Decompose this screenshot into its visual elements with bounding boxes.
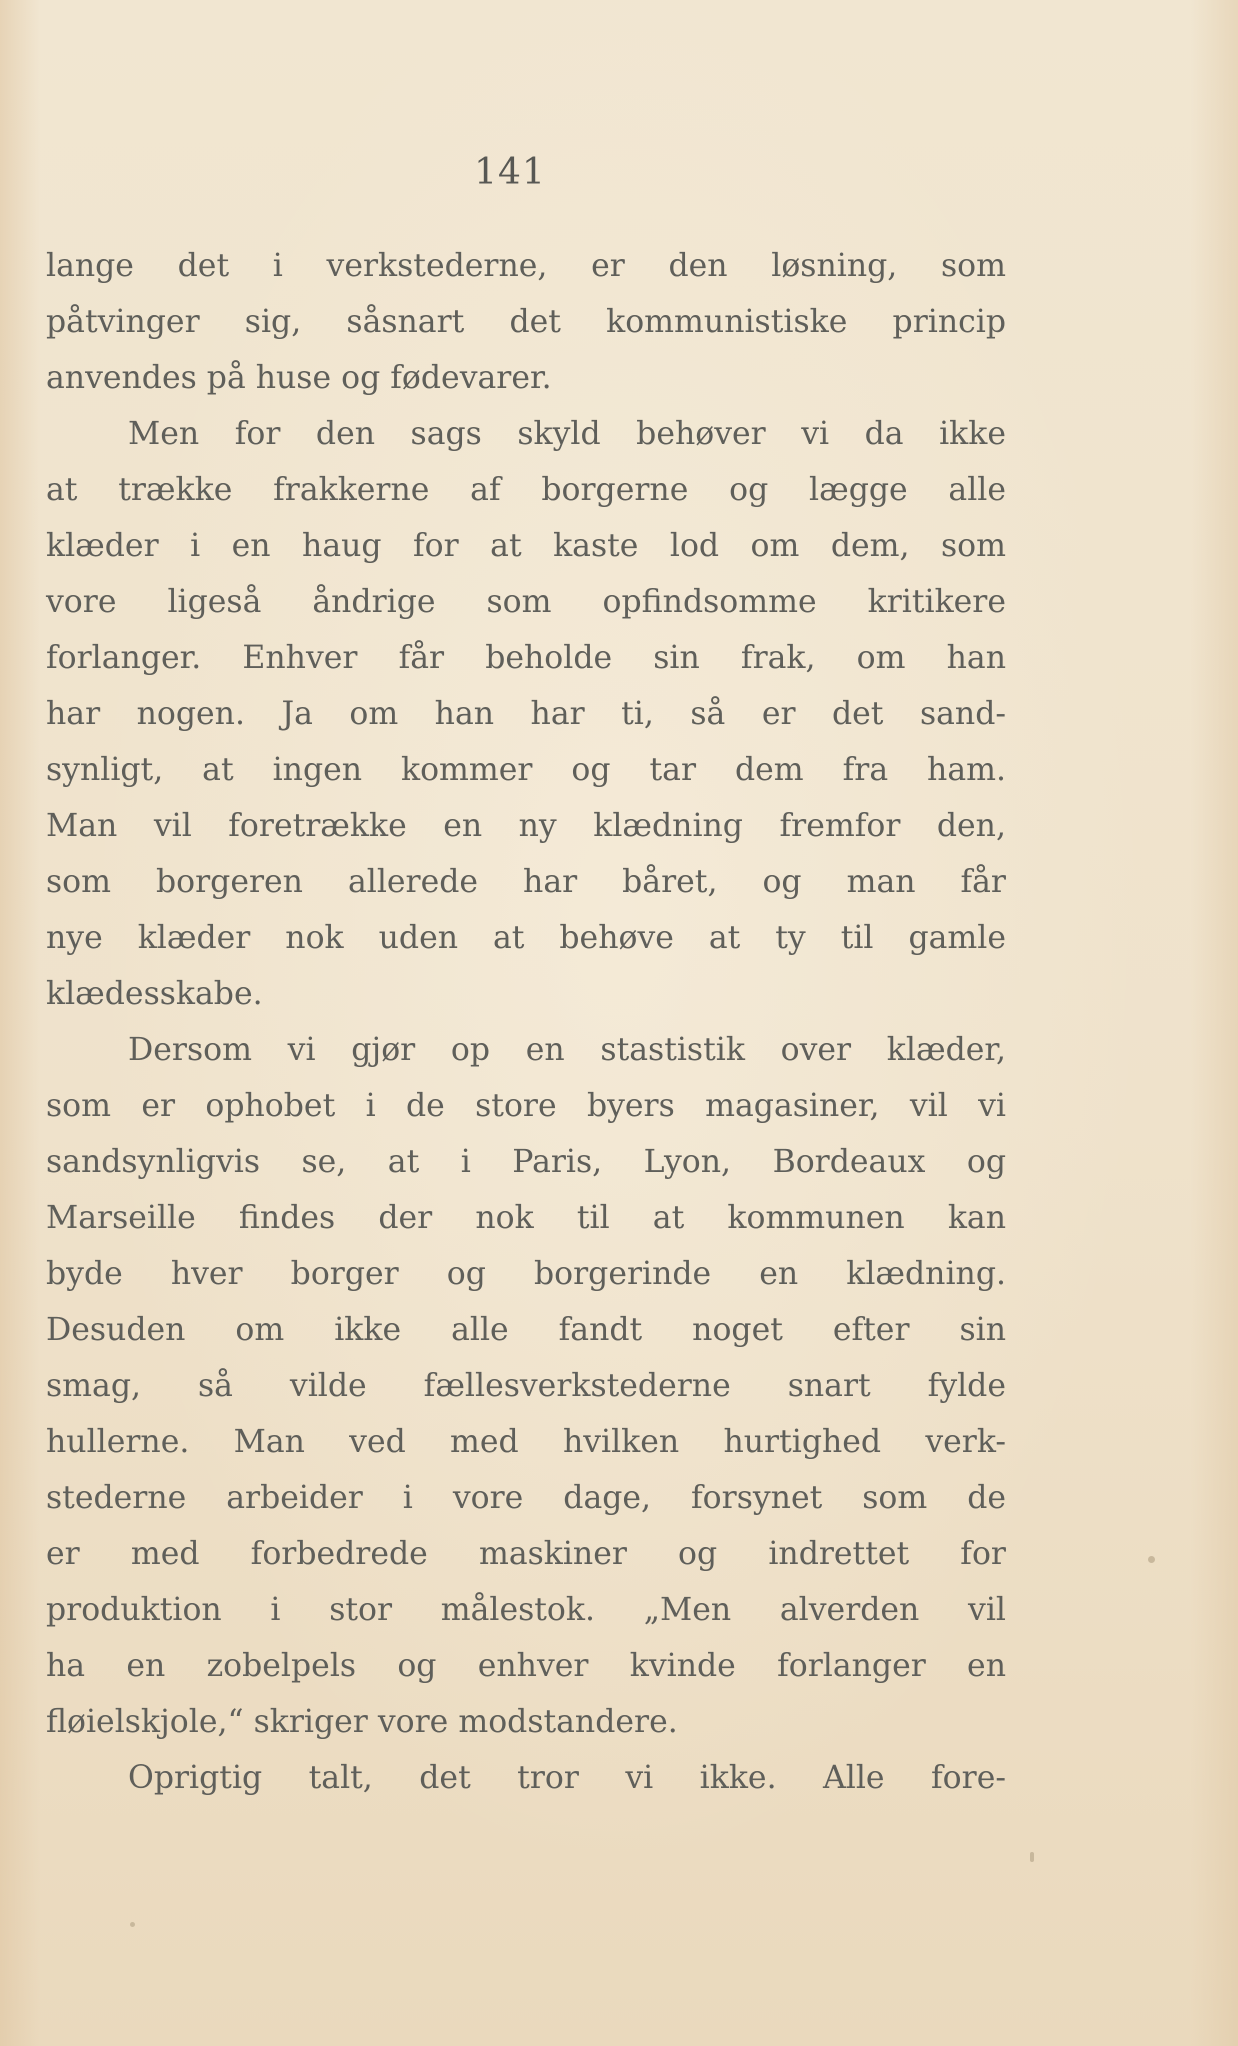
text-line: vore ligeså åndrige som opfindsomme kritikere [46,584,1006,620]
text-line: Dersom vi gjør op en stastistik over klæder, [128,1032,1006,1068]
text-line: Man vil foretrække en ny klædning fremfor den, [46,808,1006,844]
page-number: 141 [474,152,546,193]
text-line: er med forbedrede maskiner og indrettet for [46,1536,1006,1572]
text-line: nye klæder nok uden at behøve at ty til gamle [46,920,1006,956]
text-line: har nogen. Ja om han har ti, så er det sand- [46,696,1006,732]
text-line: sandsynligvis se, at i Paris, Lyon, Bordeaux og [46,1144,1006,1180]
text-line: Desuden om ikke alle fandt noget efter sin [46,1312,1006,1348]
text-line: produktion i stor målestok. „Men alverden vil [46,1592,1006,1628]
text-line: synligt, at ingen kommer og tar dem fra ham. [46,752,1006,788]
paper-speck [130,1922,135,1927]
text-line: fløielskjole,“ skriger vore modstandere. [46,1704,678,1740]
text-line: at trække frakkerne af borgerne og lægge alle [46,472,1006,508]
text-line: anvendes på huse og fødevarer. [46,360,552,396]
paper-speck [1148,1556,1155,1563]
text-line: byde hver borger og borgerinde en klædning. [46,1256,1006,1292]
text-line: som borgeren allerede har båret, og man får [46,864,1006,900]
text-line: ha en zobelpels og enhver kvinde forlanger en [46,1648,1006,1684]
text-line: klædesskabe. [46,976,263,1012]
text-line: stederne arbeider i vore dage, forsynet som de [46,1480,1006,1516]
text-line: som er ophobet i de store byers magasiner, vil vi [46,1088,1006,1124]
text-line: Oprigtig talt, det tror vi ikke. Alle fore- [128,1760,1006,1796]
text-line: smag, så vilde fællesverkstederne snart fylde [46,1368,1006,1404]
text-line: påtvinger sig, såsnart det kommunistiske princip [46,304,1006,340]
body-text [46,238,1006,1806]
text-line: Men for den sags skyld behøver vi da ikke [128,416,1006,452]
text-line: forlanger. Enhver får beholde sin frak, om han [46,640,1006,676]
text-line: klæder i en haug for at kaste lod om dem, som [46,528,1006,564]
paper-speck [1030,1852,1034,1862]
text-line: hullerne. Man ved med hvilken hurtighed verk- [46,1424,1006,1460]
text-line: lange det i verkstederne, er den løsning, som [46,248,1006,284]
text-line: Marseille findes der nok til at kommunen kan [46,1200,1006,1236]
